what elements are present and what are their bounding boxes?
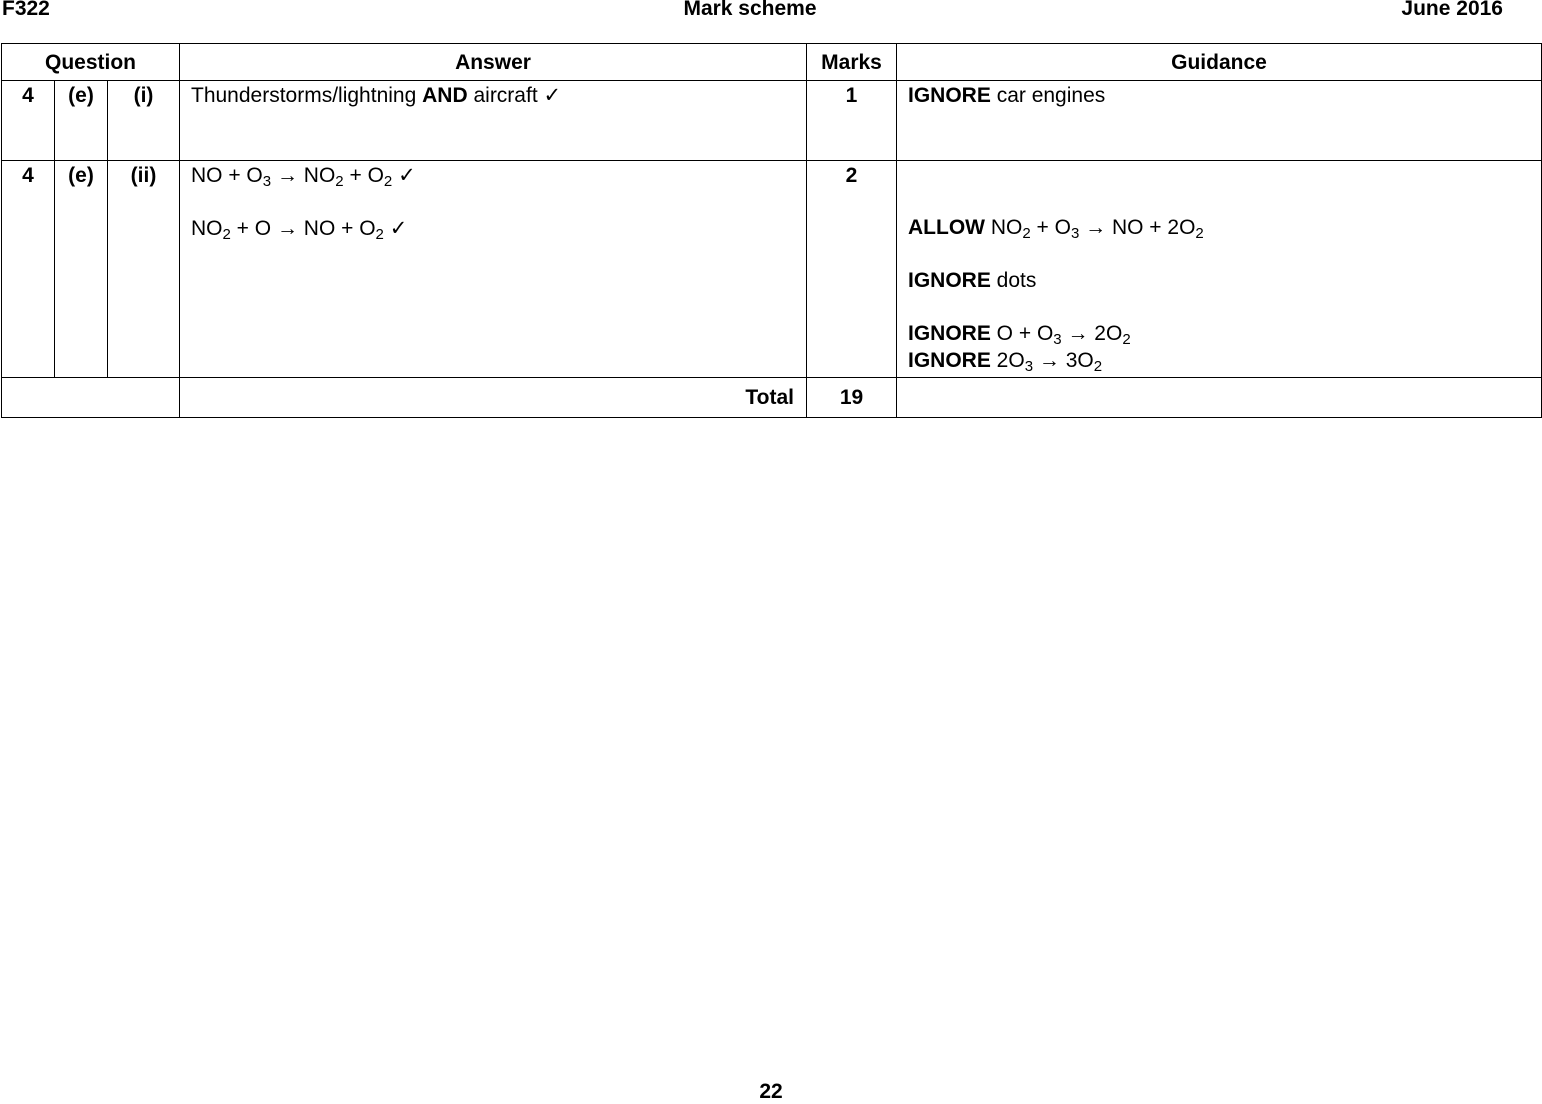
total-empty-cell [2,378,180,418]
question-number: 4 [2,81,55,161]
marks-cell: 2 [807,161,897,378]
guidance-ignore-2o3: IGNORE $2O_3 \to 3O_2$ [908,349,1103,375]
question-part: (e) [55,81,108,161]
equation-1: NO + $O_3 \to NO_2 + O_2$ ✓ [191,164,416,190]
question-subpart: (ii) [108,161,180,378]
question-number: 4 [2,161,55,378]
question-subpart: (i) [108,81,180,161]
guidance-text: car engines [996,84,1106,107]
answer-cell [180,161,807,378]
answer-keyword: AND [422,84,468,107]
page-number: 22 [759,1080,783,1103]
column-header-question: Question [2,44,180,81]
guidance-ignore-o-o3: IGNORE $O + O_3 \to 2O_2$ [908,322,1131,348]
table-header-row [2,44,1542,81]
document-title: Mark scheme [683,0,817,20]
answer-text: Thunderstorms/lightning [191,84,417,107]
question-part: (e) [55,161,108,378]
guidance-ignore-dots: IGNORE dots [908,269,1037,292]
table-row [2,161,1542,378]
column-header-answer: Answer [180,44,807,81]
guidance-cell [897,161,1542,378]
guidance-keyword: IGNORE [908,84,991,107]
column-header-guidance: Guidance [897,44,1542,81]
total-row [2,378,1542,418]
answer-cell [180,81,807,161]
guidance-allow: ALLOW $NO_2 + O_3$ → NO + $2O_2$ [908,216,1204,242]
equation-2: $NO_2 + O$ → NO + $O_2$ ✓ [191,217,408,243]
guidance-cell [897,81,1542,161]
document-code: F322 [2,0,50,20]
column-header-marks: Marks [807,44,897,81]
total-label: Total [180,378,807,418]
table-row [2,81,1542,161]
total-guidance-cell [897,378,1542,418]
document-date: June 2016 [1401,0,1503,20]
mark-scheme-table [1,43,1542,418]
marks-cell: 1 [807,81,897,161]
answer-text-tail: aircraft ✓ [473,84,562,107]
total-value: 19 [807,378,897,418]
